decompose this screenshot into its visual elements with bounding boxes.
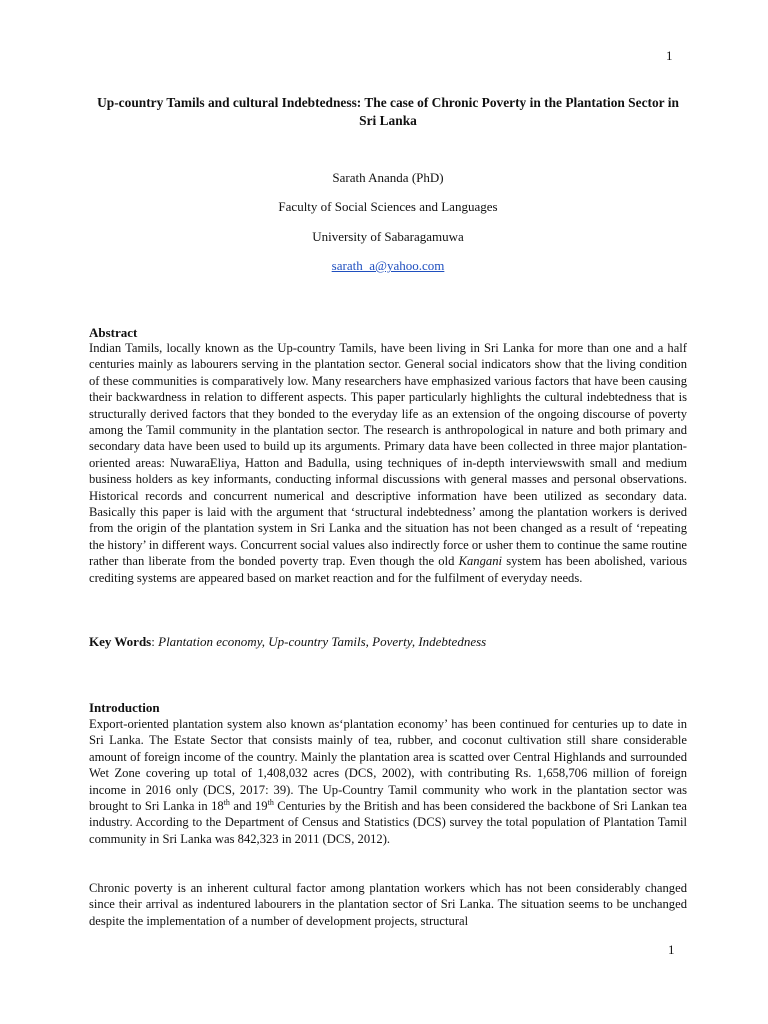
page-number-top: 1 (666, 48, 673, 63)
abstract-heading: Abstract (89, 325, 138, 340)
author-email-link[interactable]: sarath_a@yahoo.com (331, 258, 445, 273)
paper-title: Up-country Tamils and cultural Indebtedness: The case of Chronic Poverty in the Plantation Sector in Sri Lanka (97, 95, 679, 128)
author-university: University of Sabaragamuwa (312, 229, 464, 244)
kangani-term: Kangani (458, 554, 502, 569)
introduction-paragraph-1: Export-oriented plantation system also known as‘plantation economy’ has been continued for centuries up to date in Sri Lanka. The Estate Sector that consists mainly of tea, rubber, and coconut cultivation still share considerable amount of foreign income of the country. Mainly the plantation area is scatted over Central Highlands and surrounded Wet Zone covering up total of 1,408,032 acres (DCS, 2002), with contributing Rs. 1,658,706 million of foreign income in 2016 only (DCS, 2017: 39). The Up-Country Tamil community who work in the plantation sector was brought to Sri Lanka in 18th and 19th Centuries by the British and has been considered the backbone of Sri Lankan tea industry. According to the Department of Census and Statistics (DCS) survey the total population of Plantation Tamil community in Sri Lanka was 842,323 in 2011 (DCS, 2012). (89, 717, 687, 846)
page-number-bottom: 1 (668, 942, 675, 957)
author-name: Sarath Ananda (PhD) (332, 170, 444, 185)
keywords-values: Plantation economy, Up-country Tamils, Poverty, Indebtedness (158, 634, 487, 649)
abstract-text: Indian Tamils, locally known as the Up-country Tamils, have been living in Sri Lanka for more than one and a half centuries mainly as labourers serving in the plantation sector. General social indicators show that the living condition of these communities is comparatively low. Many researchers have emphasized various factors that have been causing their backwardness in relation to different aspects. This paper particularly highlights the cultural indebtedness that is structurally derived factors that they bonded to the everyday life as an extension of the ongoing discourse of poverty among the Tamil community in the plantation sector. The research is anthropological in nature and both primary and secondary data have been used to build up its arguments. Primary data have been collected in three major plantation-oriented areas: NuwaraEliya, Hatton and Badulla, using techniques of in-depth interviewswith small and medium business holders as key informants, conducting informal discussions with general masses and personal observations. Historical records and concurrent numerical and descriptive information have been utilized as secondary data. Basically this paper is laid with the argument that ‘structural indebtedness’ among the plantation workers is derived from the origin of the plantation system in Sri Lanka and the situation has not been changed as a result of ‘repeating the history’ in different ways. Concurrent social values also indirectly force or usher them to continue the same routine rather than liberate from the bonded poverty trap. Even though the old Kangani system has been abolished, various crediting systems are appeared based on market reaction and for the fulfilment of everyday needs. (89, 341, 687, 585)
author-faculty: Faculty of Social Sciences and Languages (278, 199, 498, 214)
keywords-label: Key Words (89, 634, 152, 649)
keywords-line: Key Words: Plantation economy, Up-country Tamils, Poverty, Indebtedness (89, 634, 487, 649)
introduction-paragraph-2: Chronic poverty is an inherent cultural factor among plantation workers which has not been considerably changed since their arrival as indentured labourers in the plantation sector of Sri Lanka. The situation seems to be unchanged despite the implementation of a number of development projects, structural (89, 881, 687, 928)
introduction-heading: Introduction (89, 700, 160, 715)
